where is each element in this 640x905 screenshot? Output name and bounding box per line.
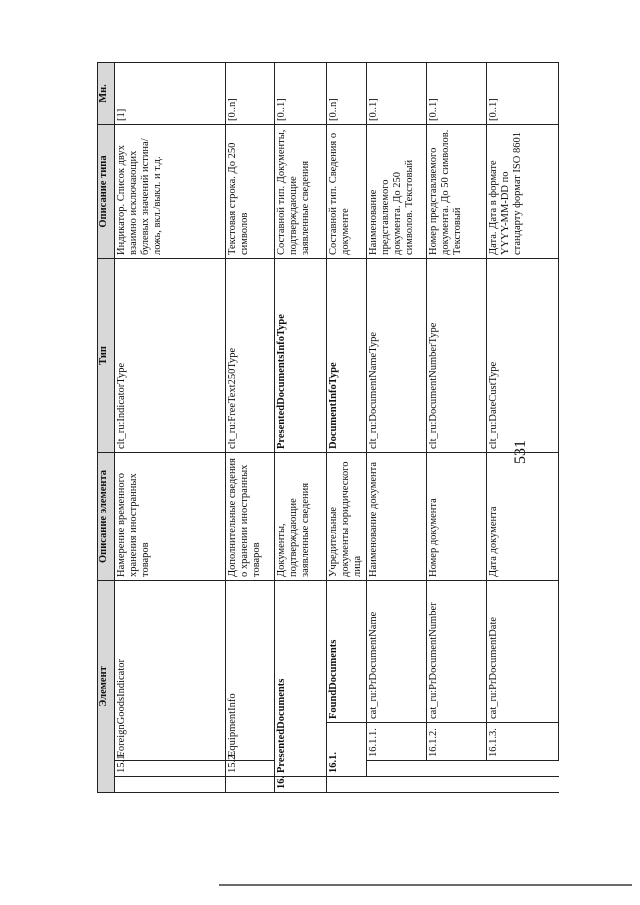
- multiplicity: [0..n]: [226, 63, 275, 125]
- type-description: Текстовая строка. До 250 символов: [226, 125, 275, 259]
- indent-cell: [115, 777, 226, 793]
- table-row: [275, 63, 327, 793]
- table-row: [226, 63, 275, 793]
- table-row: [427, 63, 487, 793]
- element-type: clt_ru:DateCustType: [487, 259, 559, 453]
- element-spec-table: [97, 62, 559, 793]
- row-number: 16.1.3.: [487, 723, 559, 761]
- element-description: Номер документа: [427, 453, 487, 581]
- element-type: clt_ru:DocumentNumberType: [427, 259, 487, 453]
- table-header-row: [98, 63, 115, 793]
- element-name: cat_ru:PrDocumentDate: [487, 581, 559, 723]
- row-number: 15.2.: [226, 761, 275, 777]
- table-row: [367, 63, 427, 793]
- element-name: cat_ru:PrDocumentName: [367, 581, 427, 723]
- type-description: Номер представляемого документа. До 50 символов. Текстовый: [427, 125, 487, 259]
- row-number: 16.1.: [327, 723, 367, 777]
- indent-cell: [367, 761, 559, 777]
- table-row: [327, 63, 367, 793]
- table-row: [487, 63, 559, 793]
- table-row: [115, 63, 226, 793]
- multiplicity: [1]: [115, 63, 226, 125]
- multiplicity: [0..1]: [367, 63, 427, 125]
- type-description: Индикатор. Список двух взаимно исключающих булевых значений истина/ложь, вкл./выкл. и т.д.: [115, 125, 226, 259]
- header-element: Элемент: [98, 581, 115, 793]
- header-element-description: Описание элемента: [98, 453, 115, 581]
- type-description: Наименование представляемого документа. До 250 символов. Текстовый: [367, 125, 427, 259]
- element-type: clt_ru:FreeText250Type: [226, 259, 275, 453]
- multiplicity: [0..1]: [275, 63, 327, 125]
- element-name: FoundDocuments: [327, 581, 367, 723]
- header-multiplicity: Мн.: [98, 63, 115, 125]
- type-description: Дата. Дата в формате YYYY-MM-DD по стандарту формат ISO 8601: [487, 125, 559, 259]
- element-name: EquipmentInfo: [226, 581, 275, 761]
- element-description: Учредительные документы юридического лица: [327, 453, 367, 581]
- element-type: clt_ru:DocumentNameType: [367, 259, 427, 453]
- element-type: clt_ru:IndicatorType: [115, 259, 226, 453]
- element-description: Дополнительные сведения о хранении иностранных товаров: [226, 453, 275, 581]
- row-number: 16.: [275, 777, 327, 793]
- element-name: cat_ru:PrDocumentNumber: [427, 581, 487, 723]
- scan-edge-line: [219, 884, 632, 886]
- element-description: Документы, подтверждающие заявленные сведения: [275, 453, 327, 581]
- indent-cell: [226, 777, 275, 793]
- multiplicity: [0..1]: [487, 63, 559, 125]
- element-type: DocumentInfoType: [327, 259, 367, 453]
- row-number: 16.1.2.: [427, 723, 487, 761]
- indent-cell: [327, 777, 559, 793]
- row-number: 16.1.1.: [367, 723, 427, 761]
- type-description: Составной тип. Сведения о документе: [327, 125, 367, 259]
- element-name: ForeignGoodsIndicator: [115, 581, 226, 761]
- multiplicity: [0..1]: [427, 63, 487, 125]
- type-description: Составной тип. Документы, подтверждающие заявленные сведения: [275, 125, 327, 259]
- element-description: Дата документа: [487, 453, 559, 581]
- page-number: 531: [512, 440, 529, 464]
- element-name: PresentedDocuments: [275, 581, 327, 777]
- element-type: PresentedDocumentsInfoType: [275, 259, 327, 453]
- element-description: Намерение временного хранения иностранных товаров: [115, 453, 226, 581]
- header-type: Тип: [98, 259, 115, 453]
- header-type-description: Описание типа: [98, 125, 115, 259]
- multiplicity: [0..n]: [327, 63, 367, 125]
- element-description: Наименование документа: [367, 453, 427, 581]
- row-number: 15.1.: [115, 761, 226, 777]
